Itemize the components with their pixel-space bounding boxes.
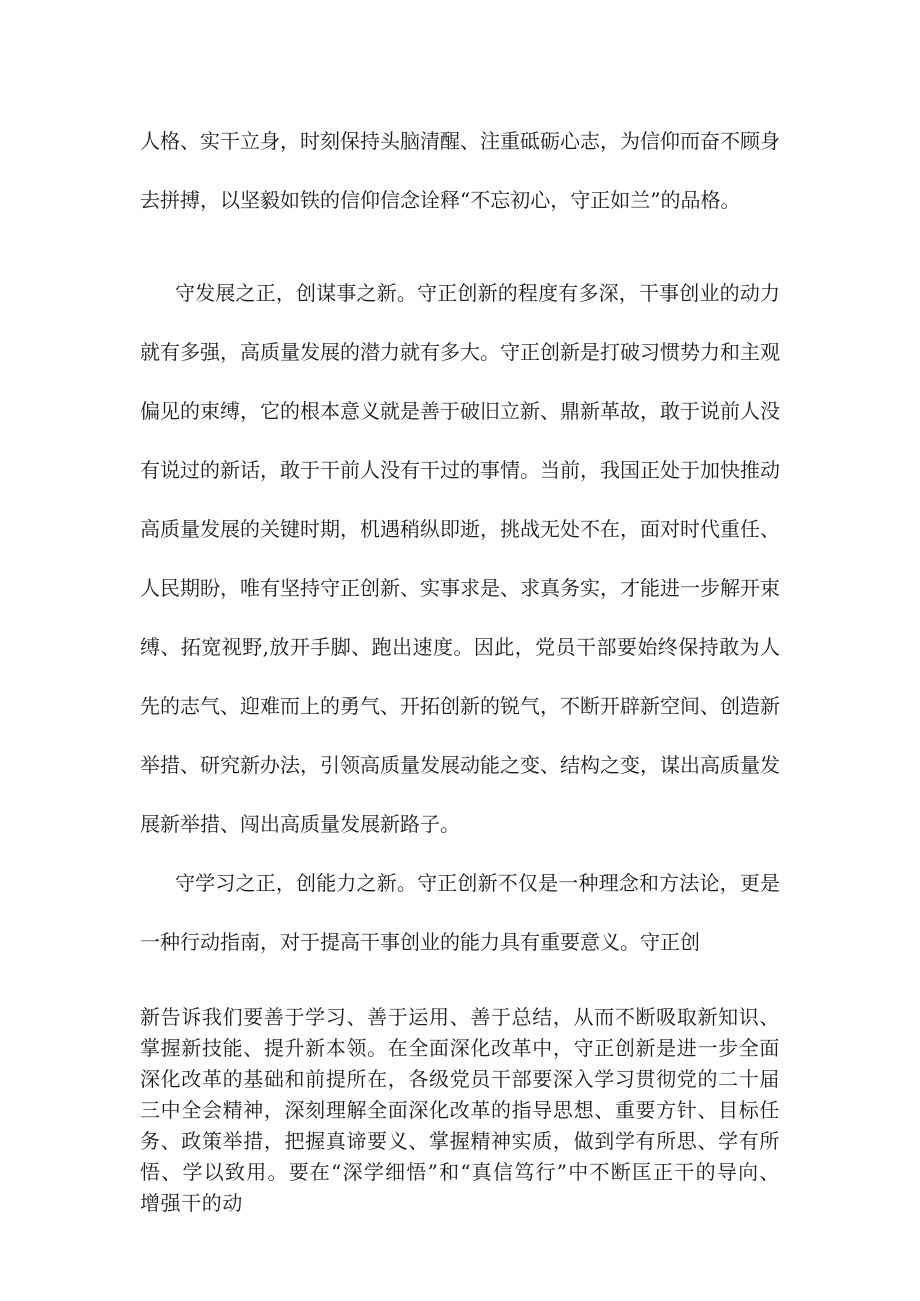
paragraph-development: 守发展之正，创谋事之新。守正创新的程度有多深，干事创业的动力就有多强，高质量发展的潜力就有多大。守正创新是打破习惯势力和主观偏见的束缚，它的根本意义就是善于破旧立新、鼎新革故，敢于说前人没有说过的新话，敢于干前人没有干过的事情。当前，我国正处于加快推动高质量发展的关键时期，机遇稍纵即逝，挑战无处不在，面对时代重任、人民期盼，唯有坚持守正创新、实事求是、求真务实，才能进一步解开束缚、拓宽视野,放开手脚、跑出速度。因此，党员干部要始终保持敢为人先的志气、迎难而上的勇气、开拓创新的锐气，不断开辟新空间、创造新举措、研究新办法，引领高质量发展动能之变、结构之变，谋出高质量发展新举措、闯出高质量发展新路子。 xyxy=(140,281,780,836)
paragraph-continuation: 人格、实干立身，时刻保持头脑清醒、注重砥砺心志，为信仰而奋不顾身去拼搏，以坚毅如铁的信仰信念诠释“不忘初心，守正如兰”的品格。 xyxy=(140,129,780,212)
paragraph-learning: 守学习之正，创能力之新。守正创新不仅是一种理念和方法论，更是一种行动指南，对于提高干事创业的能力具有重要意义。守正创 xyxy=(140,871,780,954)
paragraph-learning-continued: 新告诉我们要善于学习、善于运用、善于总结，从而不断吸取新知识、掌握新技能、提升新本领。在全面深化改革中，守正创新是进一步全面深化改革的基础和前提所在，各级党员干部要深入学习贯彻党的二十届三中全会精神，深刻理解全面深化改革的指导思想、重要方针、目标任务、政策举措，把握真谛要义、掌握精神实质，做到学有所思、学有所悟、学以致用。要在“深学细悟”和“真信笃行”中不断匡正干的导向、增强干的动 xyxy=(140,1005,780,1215)
